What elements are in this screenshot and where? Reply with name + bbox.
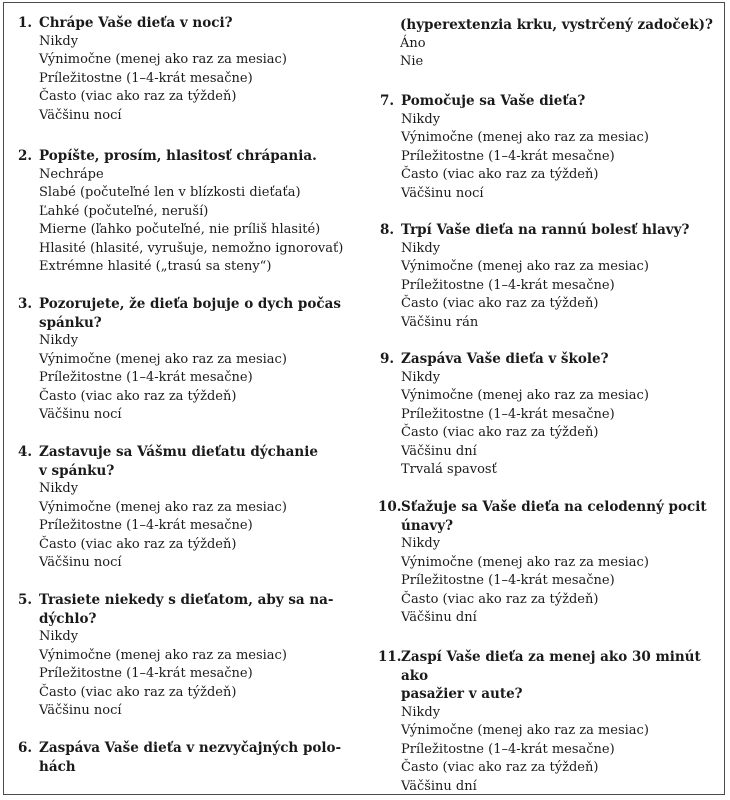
- question-item: [18, 14, 287, 125]
- answer-option: Nie: [400, 54, 424, 69]
- answer-option: Väčšinu dní: [401, 610, 477, 625]
- question-text: Trpí Vaše dieťa na rannú bolesť hlavy?: [401, 222, 690, 238]
- question-number: 11.: [378, 649, 402, 665]
- question-item: [18, 739, 341, 776]
- answer-option: Príležitostne (1–4-krát mesačne): [401, 277, 615, 293]
- answer-option: Väčšinu nocí: [39, 703, 122, 718]
- answer-option: Áno: [400, 35, 426, 51]
- answer-option: Často (viac ako raz za týždeň): [401, 760, 599, 775]
- answer-option: Výnimočne (menej ako raz za mesiac): [401, 723, 649, 738]
- question-number: 2.: [18, 148, 33, 164]
- answer-option: Často (viac ako raz za týždeň): [39, 536, 237, 552]
- question-text: (hyperextenzia krku, vystrčený zadoček)?: [400, 17, 713, 33]
- question-number: 3.: [18, 296, 33, 312]
- answer-option: Väčšinu nocí: [401, 185, 484, 201]
- answer-options: [401, 111, 649, 204]
- answer-option: Nikdy: [401, 704, 441, 720]
- question-number: 6.: [18, 740, 33, 756]
- answer-option: Príležitostne (1–4-krát mesačne): [401, 406, 615, 422]
- question-text: Zaspí Vaše dieťa za menej ako 30 minút ako pasažier v aute?: [401, 649, 701, 702]
- answer-option: Často (viac ako raz za týždeň): [401, 167, 599, 182]
- answer-option: Výnimočne (menej ako raz za mesiac): [401, 259, 649, 274]
- answer-option: Príležitostne (1–4-krát mesačne): [401, 573, 615, 588]
- answer-option: Príležitostne (1–4-krát mesačne): [39, 518, 253, 533]
- answer-options: [401, 369, 649, 480]
- answer-options: [39, 332, 341, 425]
- answer-option: Nikdy: [401, 536, 441, 551]
- answer-option: Nikdy: [39, 629, 79, 644]
- answer-option: Nikdy: [401, 240, 441, 256]
- answer-option: Často (viac ako raz za týždeň): [39, 388, 237, 404]
- answer-option: Väčšinu dní: [401, 443, 477, 459]
- question-item: [380, 221, 689, 332]
- question-item: [380, 92, 649, 203]
- answer-option: Príležitostne (1–4-krát mesačne): [39, 666, 253, 681]
- question-text: Zastavuje sa Vášmu dieťatu dýchanie v spánku?: [39, 444, 318, 479]
- answer-option: Slabé (počuteľné len v blízkosti dieťaťa): [39, 185, 301, 200]
- question-item: [378, 498, 707, 628]
- answer-option: Výnimočne (menej ako raz za mesiac): [39, 647, 287, 663]
- answer-option: Väčšinu dní: [401, 778, 477, 794]
- answer-option: Väčšinu rán: [401, 314, 479, 330]
- answer-option: Často (viac ako raz za týždeň): [401, 591, 599, 607]
- answer-options: [39, 166, 343, 277]
- answer-option: Často (viac ako raz za týždeň): [39, 89, 237, 104]
- question-text: Popíšte, prosím, hlasitosť chrápania.: [39, 148, 317, 164]
- question-text: Pomočuje sa Vaše dieťa?: [401, 93, 586, 109]
- answer-option: Väčšinu nocí: [39, 107, 122, 123]
- question-item: [18, 443, 318, 573]
- answer-option: Výnimočne (menej ako raz za mesiac): [401, 388, 649, 403]
- answer-option: Príležitostne (1–4-krát mesačne): [401, 741, 615, 757]
- question-number: 8.: [380, 222, 395, 238]
- answer-options: [39, 628, 334, 721]
- answer-options: [39, 480, 318, 573]
- answer-options: [401, 240, 689, 333]
- answer-options: [401, 704, 730, 797]
- answer-options: [39, 33, 287, 126]
- question-number: 1.: [18, 15, 33, 31]
- answer-option: Príležitostne (1–4-krát mesačne): [39, 370, 253, 385]
- answer-option: Často (viac ako raz za týždeň): [39, 684, 237, 700]
- answer-options: [401, 535, 707, 628]
- answer-option: Nikdy: [39, 333, 79, 348]
- question-number: 10.: [378, 499, 402, 515]
- question-text: Zaspáva Vaše dieťa v nezvyčajných polo- hách: [39, 740, 342, 775]
- question-text: Trasiete niekedy s dieťatom, aby sa na- dýchlo?: [39, 592, 334, 627]
- question-number: 9.: [380, 351, 395, 367]
- question-item: [18, 591, 334, 721]
- question-item: [380, 350, 649, 480]
- answer-option: Výnimočne (menej ako raz za mesiac): [39, 351, 287, 367]
- answer-option: Mierne (ľahko počuteľné, nie príliš hlasité): [39, 222, 321, 237]
- answer-option: Väčšinu nocí: [39, 555, 122, 570]
- answer-option: Často (viac ako raz za týždeň): [401, 425, 599, 440]
- question-item: [18, 147, 343, 277]
- question-text: Sťažuje sa Vaše dieťa na celodenný pocit únavy?: [401, 499, 707, 534]
- answer-option: Príležitostne (1–4-krát mesačne): [401, 148, 615, 164]
- answer-option: Trvalá spavosť: [401, 462, 497, 477]
- answer-options: [400, 35, 713, 72]
- question-text: Pozorujete, že dieťa bojuje o dych počas spánku?: [39, 296, 341, 331]
- question-text: Chrápe Vaše dieťa v noci?: [39, 15, 233, 31]
- answer-option: Nechrápe: [39, 166, 104, 182]
- answer-option: Hlasité (hlasité, vyrušuje, nemožno ignorovať): [39, 240, 344, 256]
- question-item: [378, 648, 730, 796]
- answer-option: Nikdy: [39, 33, 79, 49]
- question-number: 7.: [380, 93, 395, 109]
- answer-option: Výnimočne (menej ako raz za mesiac): [401, 554, 649, 570]
- answer-option: Extrémne hlasité („trasú sa steny“): [39, 259, 272, 274]
- answer-option: Nikdy: [401, 369, 441, 385]
- answer-option: Výnimočne (menej ako raz za mesiac): [39, 499, 287, 515]
- answer-option: Príležitostne (1–4-krát mesačne): [39, 70, 253, 86]
- question-item: [18, 295, 341, 425]
- answer-option: Väčšinu nocí: [39, 407, 122, 422]
- question-text: Zaspáva Vaše dieťa v škole?: [401, 351, 609, 367]
- question-item: [400, 16, 713, 72]
- question-number: 5.: [18, 592, 33, 608]
- answer-option: Nikdy: [401, 111, 441, 127]
- answer-option: Výnimočne (menej ako raz za mesiac): [401, 130, 649, 145]
- answer-option: Ľahké (počuteľné, neruší): [39, 203, 209, 219]
- answer-option: Často (viac ako raz za týždeň): [401, 296, 599, 311]
- answer-option: Výnimočne (menej ako raz za mesiac): [39, 52, 287, 67]
- answer-option: Nikdy: [39, 481, 79, 496]
- question-number: 4.: [18, 444, 33, 460]
